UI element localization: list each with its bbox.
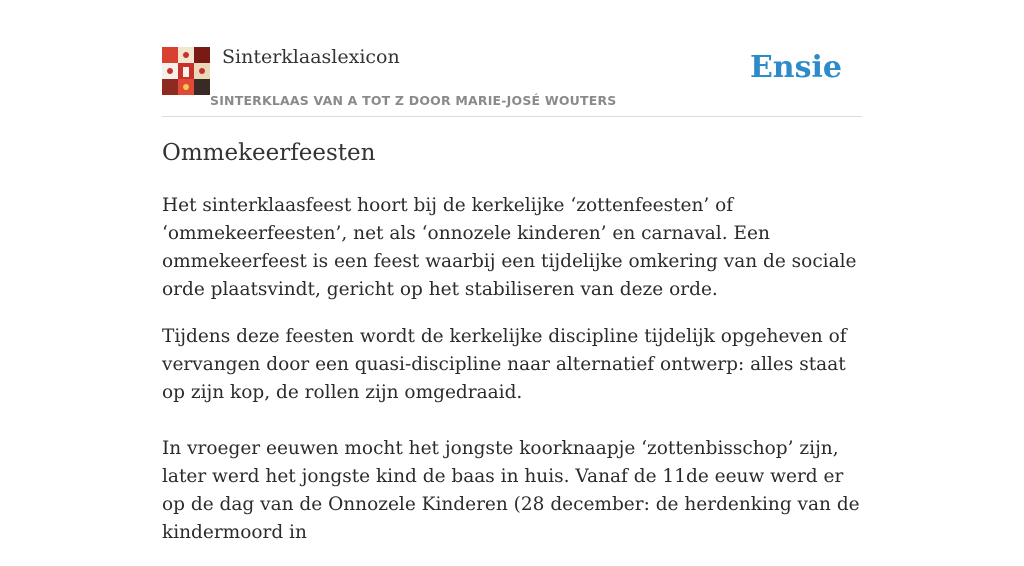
article-paragraph: Tijdens deze feesten wordt de kerkelijke discipline tijdelijk opgeheven of vervangen door een quasi-discipline naar alternatief ontwerp: alles staat op zijn kop, de rollen zijn omgedraaid. [162,326,847,403]
avatar-collage-image [162,47,210,95]
article-body [162,192,862,566]
article-paragraph: Het sinterklaasfeest hoort bij de kerkelijke ‘zottenfeesten’ of ‘ommekeerfeesten’, net als ‘onnozele kinderen’ en carnaval. Een ommekeerfeest is een feest waarbij een tijdelijke omkering van de sociale orde plaatsvindt, gericht op het stabiliseren van deze orde. [162,195,857,300]
lexicon-header [162,0,862,117]
sinterklaas-lexicon-avatar-icon[interactable] [162,47,210,95]
lexicon-name-link[interactable]: Sinterklaaslexicon [222,46,400,68]
article-title: Ommekeerfeesten [162,140,376,166]
lexicon-subtitle: SINTERKLAAS VAN A TOT Z DOOR MARIE-JOSÉ WOUTERS [210,93,617,108]
ensie-brand-logo[interactable]: Ensie [749,50,842,85]
article-paragraph: In vroeger eeuwen mocht het jongste koorknaapje ‘zottenbisschop’ zijn, later werd het jongste kind de baas in huis. Vanaf de 11de eeuw werd er op de dag van de Onnozele Kinderen (28 december: de herdenking van de kindermoord in [162,438,860,543]
page-container [162,0,862,543]
